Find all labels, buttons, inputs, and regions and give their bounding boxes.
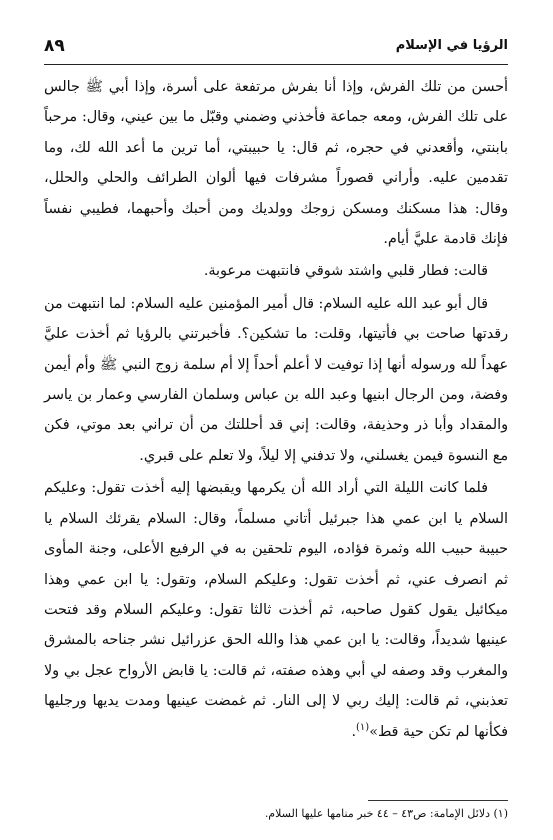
paragraph-awakening: قالت: فطار قلبي واشتد شوقي فانتبهت مرعوبة.	[203, 263, 488, 280]
final-night-text: فلما كانت الليلة التي أراد الله أن يكرمها ويقبضها إليه أخذت تقول: وعليكم السلام يا ابن عمي هذا جبرئيل أتاني مسلماً، وقال: السلام يقرئك السلام يا حبيبة حبيب الله وثمرة فؤاده، اليوم تلحقين به في الرفيع الأعلى، وجنة المأوى ثم انصرف عني، ثم أخذت تقول: وعليكم السلام، وتقول: يا ابن عمي وهذا ميكائيل يقول كقول صاحبه، ثم أخذت ثالثا تقول: وعليكم السلام وقد فتحت عينيها شديداً، وقالت: يا ابن عمي هذا والله الحق عزرائيل نشر جناحه بالمشرق والمغرب وقد وصفه لي أبي وهذه صفته، ثم قالت: يا قابض الأرواح عجل بي ولا تعذبني، ثم قالت: إليك ربي لا إلى النار. ثم غمضت عينيها ومدت يديها ورجليها فكأنها لم تكن حية قط»	[44, 480, 508, 740]
paragraph-dream-description: أحسن من تلك الفرش، وإذا أنا بفرش مرتفعة على أسرة، وإذا أبي ﷺ جالس على تلك الفرش، ومعه جماعة فأخذني وضمني وقبّل ما بين عيني، وقال: مرحباً بابنتي، وأقعدني في حجره، ثم قال: يا حبيبتي، أما ترين ما أعد الله لك، وما تقدمين عليه. وأراني قصوراً مشرفات فيها ألوان الطرائف والحلي والحلل، وقال: هذا مسكنك ومسكن زوجك وولديك ومن أحبك وأحبهما، فطيبي نفساً فإنك قادمة عليَّ أيام.	[44, 79, 508, 248]
running-title: الرؤيا في الإسلام	[395, 38, 508, 53]
paragraph-final-night: فلما كانت الليلة التي أراد الله أن يكرمها ويقبضها إليه أخذت تقول: وعليكم السلام يا ابن عمي هذا جبرئيل أتاني مسلماً، وقال: السلام يقرئك السلام يا حبيبة حبيب الله وثمرة فؤاده، اليوم تلحقين به في الرفيع الأعلى، وجنة المأوى ثم انصرف عني، ثم أخذت تقول: وعليكم السلام، وتقول: يا ابن عمي وهذا ميكائيل يقول كقول صاحبه، ثم أخذت ثالثا تقول: وعليكم السلام وقد فتحت عينيها شديداً، وقالت: يا ابن عمي هذا والله الحق عزرائيل نشر جناحه بالمشرق والمغرب وقد وصفه لي أبي وهذه صفته، ثم قالت: يا قابض الأرواح عجل بي ولا تعذبني، ثم قالت: إليك ربي لا إلى النار. ثم غمضت عينيها ومدت يديها ورجليها فكأنها لم تكن حية قط»$^{(١)}$.	[44, 480, 508, 740]
paragraph-testament: قال أبو عبد الله عليه السلام: قال أمير المؤمنين عليه السلام: لما انتبهت من رقدتها صاحت بي فأتيتها، وقلت: ما تشكين؟. فأخبرتني بالرؤيا ثم أخذت عليَّ عهداً لله ورسوله أنها إذا توفيت لا أعلم أحداً إلا أم سلمة زوج النبي ﷺ وأم أيمن وفضة، ومن الرجال ابنيها وعبد الله بن عباس وسلمان الفارسي وعمار بن ياسر والمقداد وأبا ذر وحذيفة، وقالت: إني قد أحللتك من أن تراني بعد موتي، فكن مع النسوة فيمن يغسلني، ولا تدفني إلا ليلاً، ولا تعلم على قبري.	[44, 295, 508, 464]
body-text	[44, 72, 508, 747]
page-number: ٨٩	[44, 36, 65, 56]
footnote-reference: (١)	[356, 721, 370, 733]
footnote: (١) دلائل الإمامة: ص٤٣ – ٤٤ خبر منامها عليها السلام.	[264, 807, 508, 820]
footnote-divider	[368, 800, 508, 801]
page-header	[44, 34, 508, 65]
